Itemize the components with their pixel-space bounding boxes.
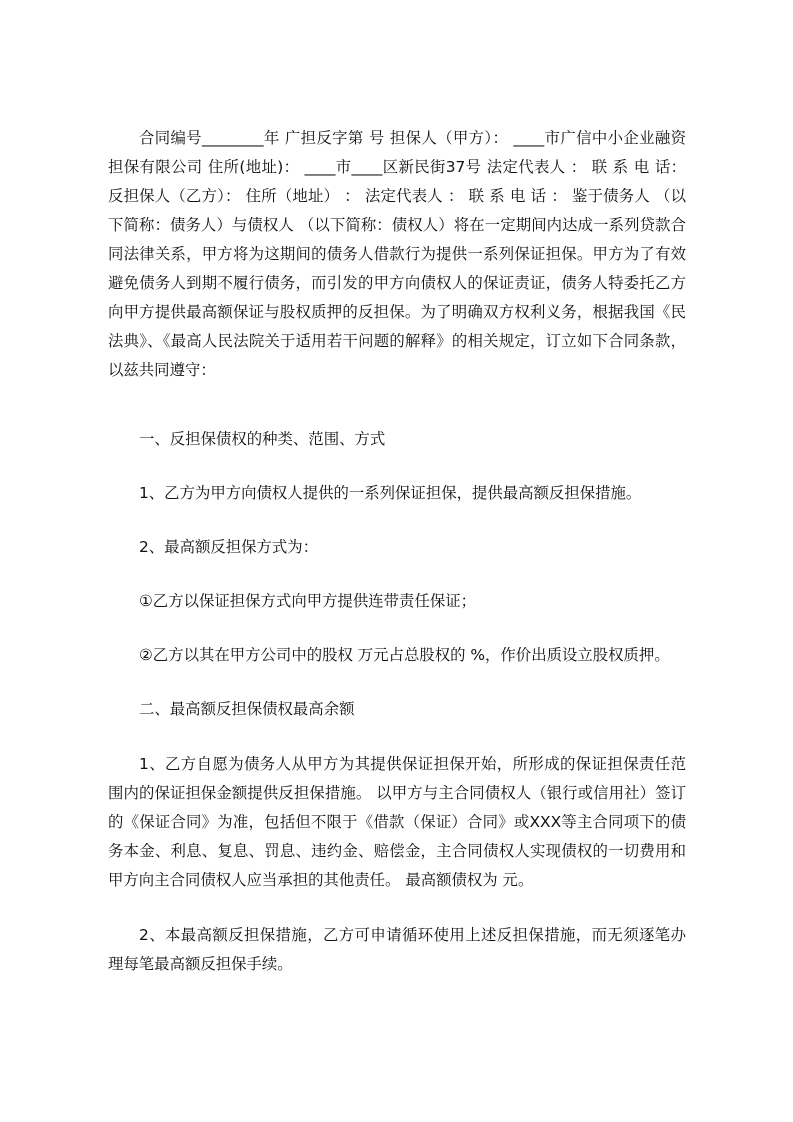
section-1-item-2-option-b: ②乙方以其在甲方公司中的股权 万元占总股权的 %，作价出质设立股权质押。 — [139, 646, 670, 664]
section-1-item-2-option-a: ①乙方以保证担保方式向甲方提供连带责任保证； — [139, 592, 477, 610]
section-2-item-2: 2、本最高额反担保措施，乙方可申请循环使用上述反担保措施，而无须逐笔办理每笔最高额反担保手续。 — [108, 926, 686, 973]
section-2-item-1: 1、乙方自愿为债务人从甲方为其提供保证担保开始，所形成的保证担保责任范围内的保证担保金额提供反担保措施。 以甲方与主合同债权人（银行或信用社）签订的《保证合同》为准，包括但不限于《借款（保证）合同》或XXX等主合同项下的债务本金、利息、复息、罚息、违约金、赔偿金，主合同债权人实现债权的一切费用和甲方向主合同债权人应当承担的其他责任。 最高额债权为 元。 — [108, 755, 686, 889]
contract-intro-paragraph: 合同编号________年 广担反字第 号 担保人（甲方）： ____市广信中小企业融资担保有限公司 住所(地址)： ____市____区新民街37号 法定代表人 ： 联 系 电 话： 反担保人（乙方）： 住所（地址） ： 法定代表人 ： 联 系 电 话 ： 鉴于债务人 （以下简称：债务人）与债权人 （以下简称：债权人）将在一定期间内达成一系列贷款合同法律关系，甲方将为这期间的债务人借款行为提供一系列保证担保。甲方为了有效避免债务人到期不履行债务，而引发的甲方向债权人的保证责证，债务人特委托乙方向甲方提供最高额保证与股权质押的反担保。为了明确双方权利义务，根据我国《民法典》、《最高人民法院关于适用若干问题的解释》的相关规定，订立如下合同条款，以兹共同遵守： — [108, 129, 686, 379]
section-2-heading: 二、最高额反担保债权最高余额 — [139, 700, 355, 718]
section-1-item-2: 2、最高额反担保方式为： — [139, 538, 319, 556]
document-body — [108, 124, 686, 979]
section-1-item-1: 1、乙方为甲方向债权人提供的一系列保证担保，提供最高额反担保措施。 — [139, 484, 642, 502]
section-1-heading: 一、反担保债权的种类、范围、方式 — [139, 430, 386, 448]
